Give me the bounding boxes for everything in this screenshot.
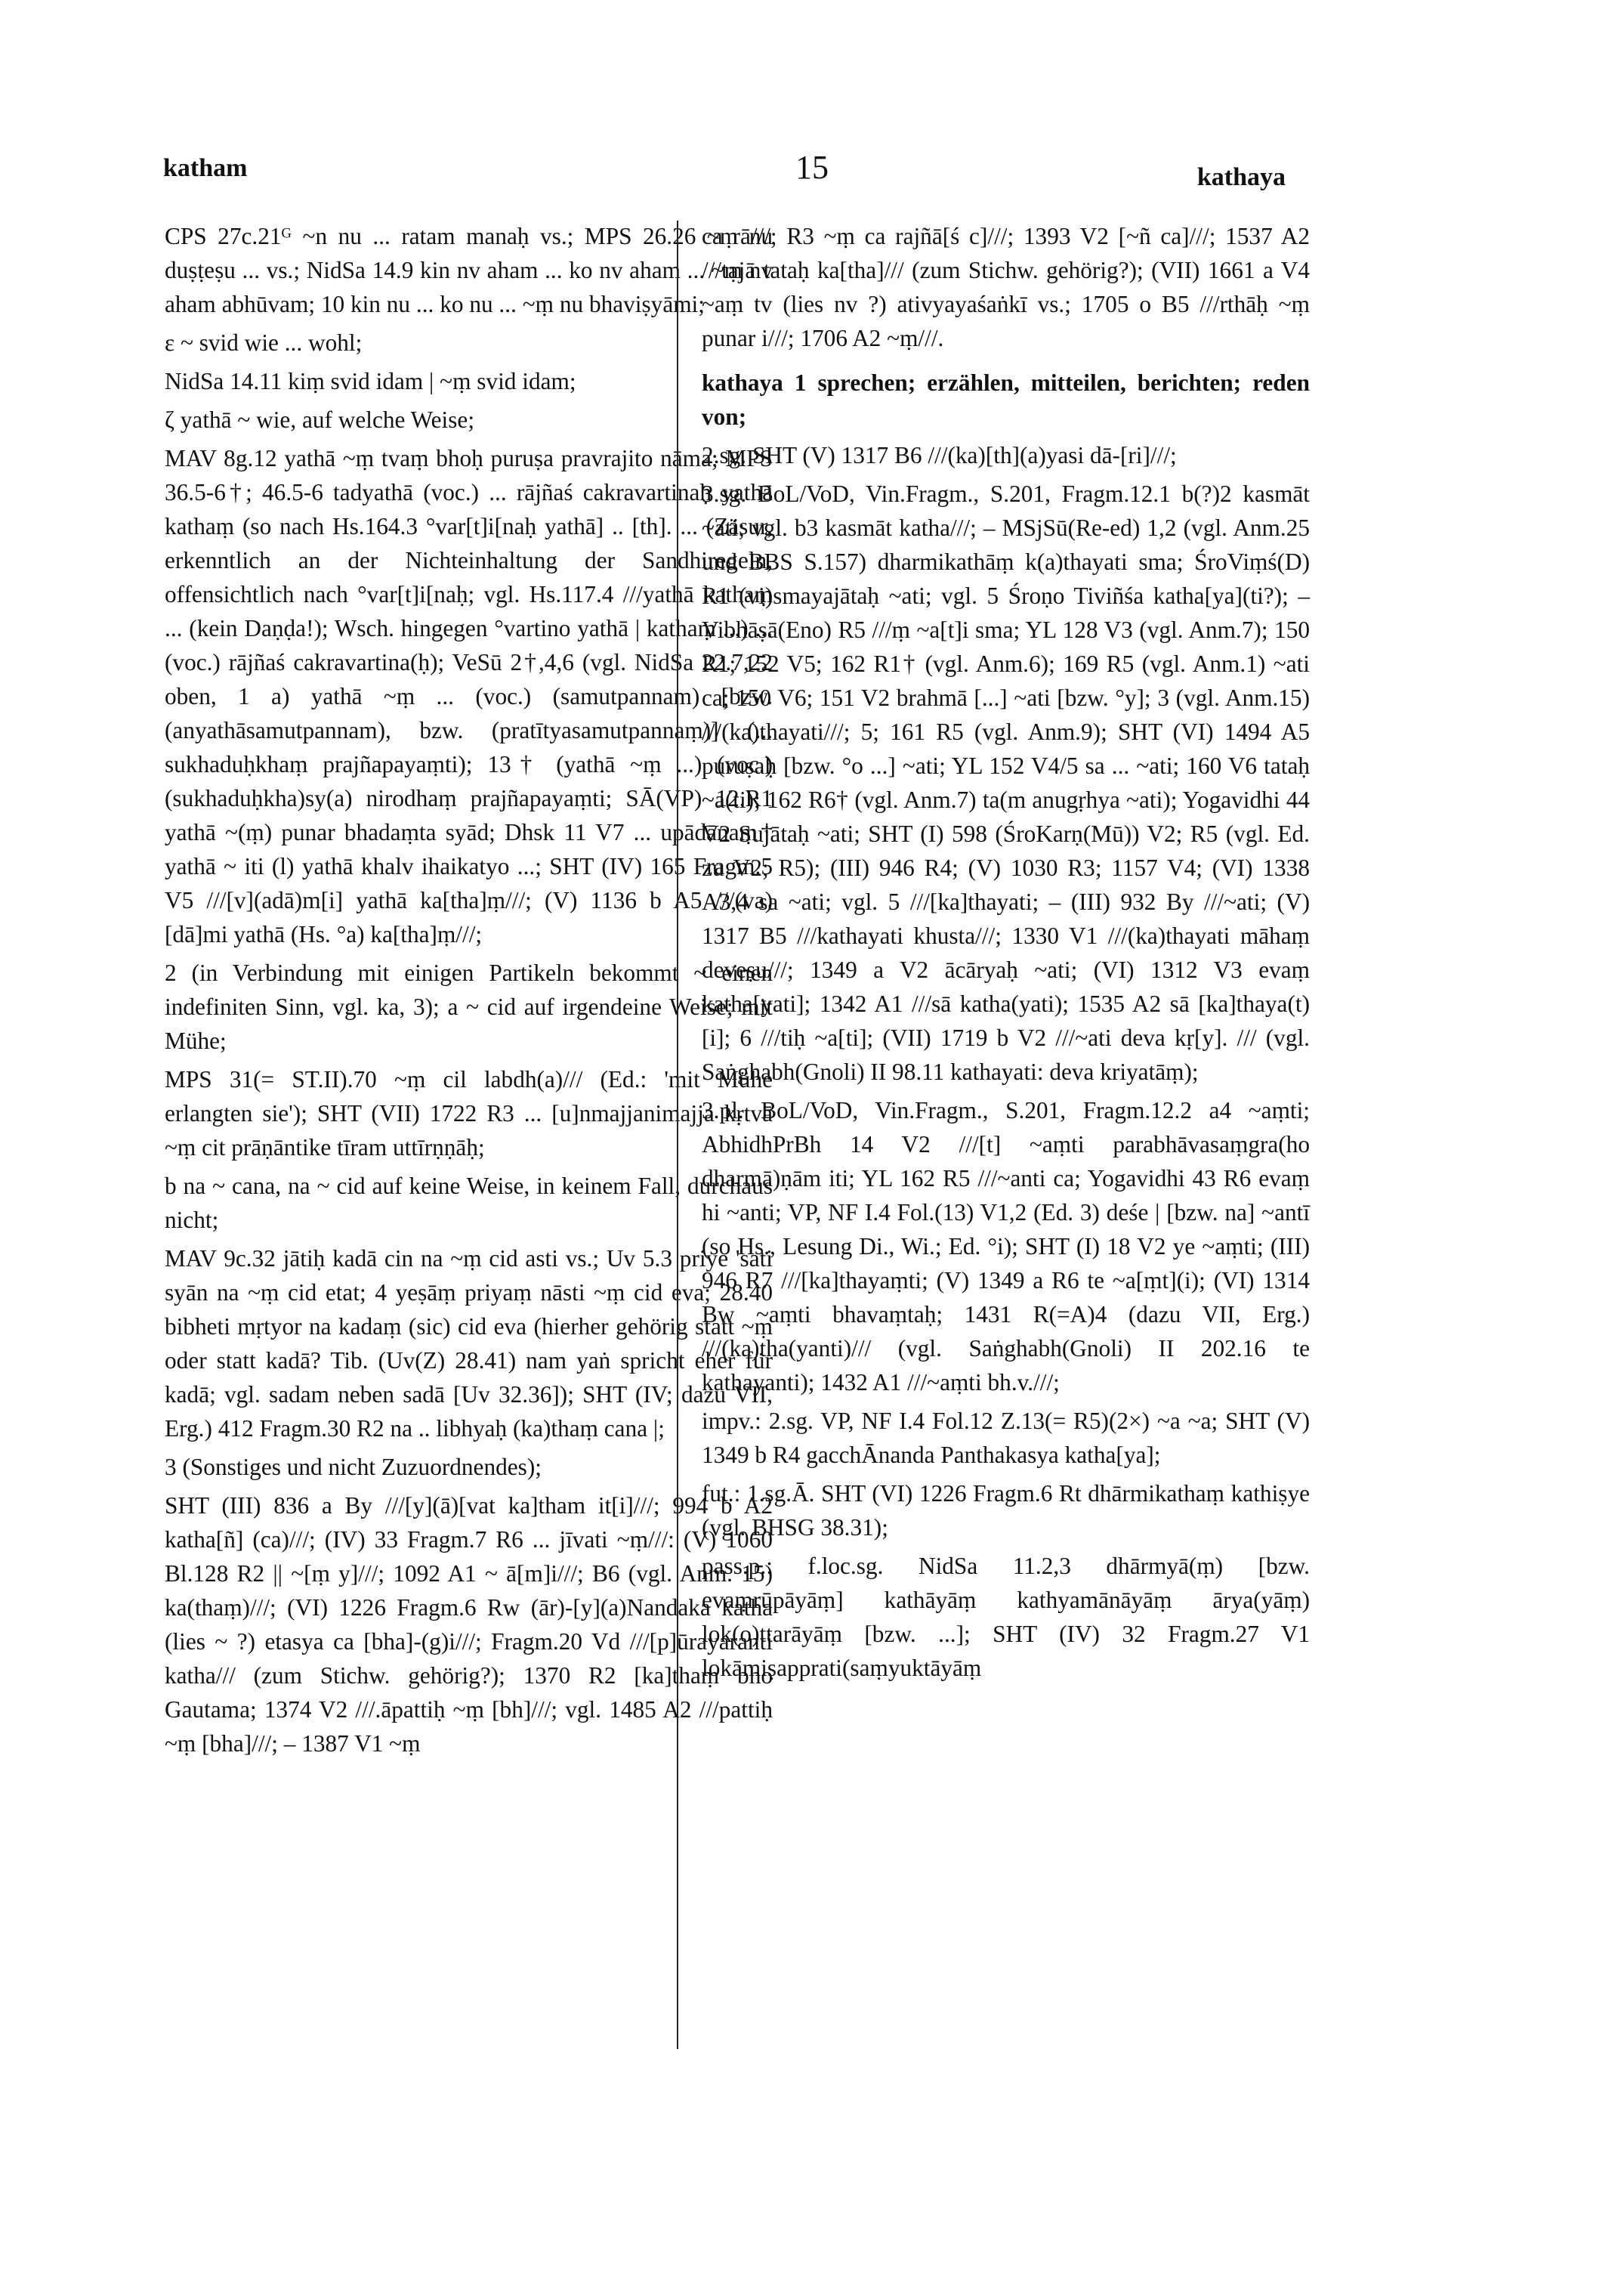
right-column [702, 219, 1310, 1689]
entry-paragraph: MAV 8g.12 yathā ~ṃ tvaṃ bhoḥ puruṣa pravrajito nāma; MPS 36.5-6†; 46.5-6 tadyathā (voc.) ... rājñaś cakravartinaḥ yathā kathaṃ (so nach Hs.164.3 °var[t]i[naḥ yathā] .. [th]. ... (Zäsur, erkenntlich an der Nichteinhaltung der Sandhiregeln, offensichtlich nach °var[t]i[naḥ; vgl. Hs.117.4 ///yathā kathaṃ ... (kein Daṇḍa!); Wsch. hingegen °vartino yathā | kathaṃ ...) ... (voc.) rājñaś cakravartina(ḥ); VeSū 2†,4,6 (vgl. NidSa 22.7,22 oben, 1 a) yathā ~ṃ ... (voc.) (samutpannam) [bzw. (anyathāsamutpannam), bzw. (pratītyasamutpannaṃ)] (... sukhaduḥkhaṃ prajñapayaṃti); 13† (yathā ~ṃ ...) (voc.) (sukhaduḥkha)sy(a) nirodhaṃ prajñapayaṃti; SĀ(VP) 12.R1 yathā ~(ṃ) punar bhadaṃta syād; Dhsk 11 V7 ... upādānaṃ† yathā ~ iti (l) yathā khalv ihaikatyo ...; SHT (IV) 165 Fragm.5 V5 ///[v](adā)m[i] yathā ka[tha]ṃ///; (V) 1136 b A5 ///(va)[dā]mi yathā (Hs. °a) ka[tha]ṃ///; [165, 445, 773, 947]
form-paragraph: fut.: 1.sg.Ā. SHT (VI) 1226 Fragm.6 Rt dhārmikathaṃ kathiṣye (vgl. BHSG 38.31); [702, 1480, 1310, 1541]
form-paragraph: 2.sg. SHT (V) 1317 B6 ///(ka)[th](a)yasi dā-[ri]///; [702, 442, 1177, 468]
left-running-head: katham [163, 154, 248, 182]
form-paragraph: impv.: 2.sg. VP, NF I.4 Fol.12 Z.13(= R5)(2×) ~a ~a; SHT (V) 1349 b R4 gacchĀnanda Panthakasya katha[ya]; [702, 1408, 1310, 1468]
page-header [0, 148, 1624, 201]
right-running-head: kathaya [1196, 163, 1286, 191]
entry-sense: ζ yathā ~ wie, auf welche Weise; [165, 406, 475, 433]
form-paragraph: pass.p.: f.loc.sg. NidSa 11.2,3 dhārmyā(ṃ) [bzw. evaṃrūpāyāṃ] kathāyāṃ kathyamānāyāṃ ārya(yāṃ) lok(o)ttarāyāṃ [bzw. ...]; SHT (IV) 32 Fragm.27 V1 lokāmiṣapprati(saṃyuktāyāṃ [702, 1553, 1310, 1681]
entry-paragraph: SHT (III) 836 a By ///[y](ā)[vat ka]tham it[i]///; 994 b A2 katha[ñ] (ca)///; (IV) 33 Fragm.7 R6 ... jīvati ~ṃ///: (V) 1060 Bl.128 R2 || ~[ṃ y]///; 1092 A1 ~ ā[m]i///; B6 (vgl. Anm. 15) ka(thaṃ)///; (VI) 1226 Fragm.6 Rw (ār)-[y](a)Nandaka katha (lies ~ ?) etasya ca [bha]-(g)i///; Fragm.20 Vd ///[p]ūrayaranti katha/// (zum Stichw. gehörig?); 1370 R2 [ka]thaṃ bho Gautama; 1374 V2 ///.āpattiḥ ~ṃ [bh]///; vgl. 1485 A2 ///pattiḥ ~ṃ [bha]///; – 1387 V1 ~ṃ [165, 1492, 773, 1757]
form-paragraph: 3.sg. BoL/VoD, Vin.Fragm., S.201, Fragm.12.1 b(?)2 kasmāt ~ati; vgl. b3 kasmāt katha///; – MSjSū(Re-ed) 1,2 (vgl. Anm.25 und BBS S.157) dharmikathāṃ k(a)thayati sma; ŚroViṃś(D) R1 (vi)smayajātaḥ ~ati; vgl. 5 Śroṇo Tiviñśa katha[ya](ti?); – Vibhāṣā(Eno) R5 ///ṃ ~a[t]i sma; YL 128 V3 (vgl. Anm.7); 150 R1; 152 V5; 162 R1† (vgl. Anm.6); 169 R5 (vgl. Anm.1) ~ati ca; 150 V6; 151 V2 brahmā [...] ~ati [bzw. °y]; 3 (vgl. Anm.15) ///(ka)thayati///; 5; 161 R5 (vgl. Anm.9); SHT (VI) 1494 A5 puruṣaḥ [bzw. °o ...] ~ati; YL 152 V4/5 sa ... ~ati; 160 V6 tataḥ ~a(ti); 162 R6† (vgl. Anm.7) ta(m anugṛhya ~ati); Yogavidhi 44 V2 Sujātaḥ ~ati; SHT (I) 598 (ŚroKarṇ(Mū)) V2; R5 (vgl. Ed. zu V2; R5); (III) 946 R4; (V) 1030 R3; 1157 V4; (VI) 1338 A3,4 sa ~ati; vgl. 5 ///[ka]thayati; – (III) 932 By ///~ati; (V) 1317 B5 ///kathayati khusta///; 1330 V1 ///(ka)thayati māhaṃ deveṣu///; 1349 a V2 ācāryaḥ ~ati; (VI) 1312 V3 evaṃ katha[yati]; 1342 A1 ///sā katha(yati); 1535 A2 sā [ka]thaya(t)[i]; 6 ///tiḥ ~a[ti]; (VII) 1719 b V2 ///~ati deva kṛ[y]. /// (vgl. Saṅghabh(Gnoli) II 98.11 kathayati: deva kriyatāṃ); [702, 481, 1310, 1085]
entry-paragraph: MAV 9c.32 jātiḥ kadā cin na ~ṃ cid asti vs.; Uv 5.3 priye 'sati syān na ~ṃ cid etat; 4 yeṣāṃ priyaṃ nāsti ~ṃ cid eva; 28.40 bibheti mṛtyor na kadaṃ (sic) cid eva (hierher gehörig statt ~ṃ oder statt kadā? Tib. (Uv(Z) 28.41) nam yaṅ spricht eher für kadā; vgl. sadam neben sadā [Uv 32.36]); SHT (IV; dazu VII, Erg.) 412 Fragm.30 R2 na .. libhyaḥ (ka)thaṃ cana |; [165, 1245, 773, 1442]
column-divider [677, 221, 678, 2049]
entry-sense: 3 (Sonstiges und nicht Zuzuordnendes); [165, 1454, 542, 1480]
entry-sense: ε ~ svid wie ... wohl; [165, 329, 363, 356]
entry-sense: b na ~ cana, na ~ cid auf keine Weise, in keinem Fall, durchaus nicht; [165, 1173, 773, 1233]
page-number: 15 [795, 149, 829, 186]
form-paragraph: 3.pl. BoL/VoD, Vin.Fragm., S.201, Fragm.12.2 a4 ~aṃti; AbhidhPrBh 14 V2 ///[t] ~aṃti parabhāvasaṃgra(ho dharmā)ṇām iti; YL 162 R5 ///~anti ca; Yogavidhi 43 R6 evaṃ hi ~anti; VP, NF I.4 Fol.(13) V1,2 (Ed. 3) deśe | [bzw. na] ~antī (so Hs., Lesung Di., Wi.; Ed. °i); SHT (I) 18 V2 ye ~aṃti; (III) 946 R7 ///[ka]thayaṃti; (V) 1349 a R6 te ~a[ṃt](i); (VI) 1314 Bw ~aṃti bhavaṃtaḥ; 1431 R(=A)4 (dazu VII, Erg.) ///(ka)tha(yanti)/// (vgl. Saṅghabh(Gnoli) II 202.16 te kathayanti); 1432 A1 ///~aṃti bh.v.///; [702, 1097, 1310, 1396]
entry-paragraph: NidSa 14.11 kiṃ svid idam | ~ṃ svid idam; [165, 368, 576, 394]
lemma-heading: kathaya 1 sprechen; erzählen, mitteilen, berichten; reden von; [702, 369, 1310, 430]
entry-paragraph: MPS 31(= ST.II).70 ~ṃ cil labdh(a)/// (Ed.: 'mit Mühe erlangten sie'); SHT (VII) 1722 R3 ... [u]nmajjanimajja kṛtvā ~ṃ cit prāṇāntike tīram uttīrṇṇāḥ; [165, 1066, 773, 1161]
entry-paragraph: CPS 27c.21ᴳ ~n nu ... ratam manaḥ vs.; MPS 26.26 ~ṃ nu duṣṭeṣu ... vs.; NidSa 14.9 kin nv aham ... ko nv aham ... ~ṃ nv aham abhūvam; 10 kin nu ... ko nu ... ~ṃ nu bhaviṣyāmi; [165, 223, 773, 317]
left-column [165, 219, 773, 1765]
entry-paragraph: ca rā///; R3 ~ṃ ca rajñā[ś c]///; 1393 V2 [~ñ ca]///; 1537 A2 ///tajā tataḥ ka[tha]/// (zum Stichw. gehörig?); (VII) 1661 a V4 ~aṃ tv (lies nv ?) ativyayaśaṅkī vs.; 1705 o B5 ///rthāḥ ~ṃ punar i///; 1706 A2 ~ṃ///. [702, 223, 1310, 351]
entry-sense: 2 (in Verbindung mit einigen Partikeln bekommt ~ einen indefiniten Sinn, vgl. ka, 3); a ~ cid auf irgendeine Weise; mit Mühe; [165, 960, 773, 1054]
